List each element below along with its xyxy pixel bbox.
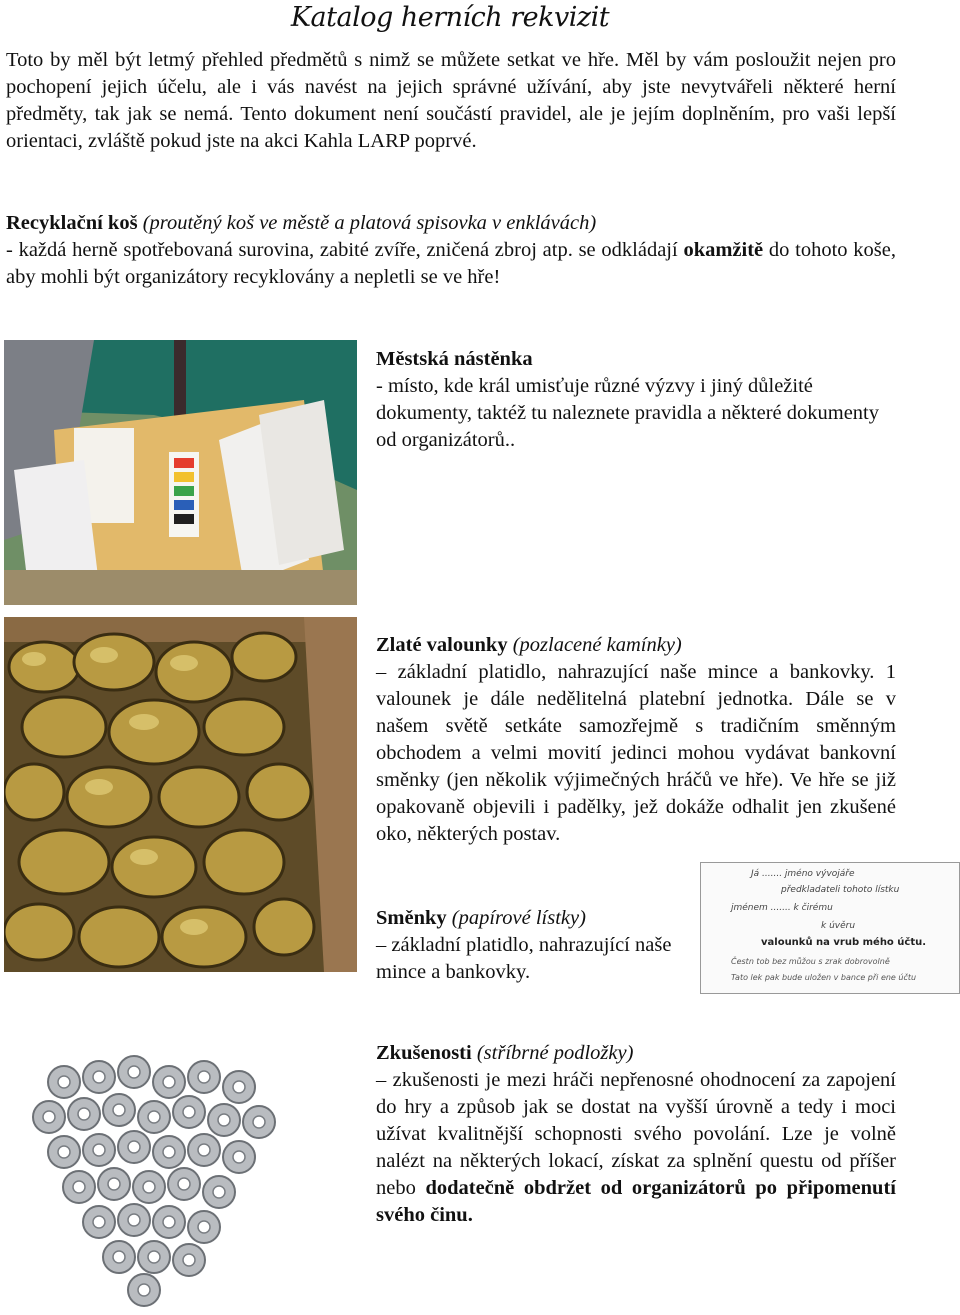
recycle-bin-text: - každá herně spotřebovaná surovina, zabité zvíře, zničená zbroj atp. se odkládají [6,239,684,261]
xp-heading: Zkušenosti [376,1042,472,1064]
banknote-line-4: k úvěru [821,921,856,931]
banknote-photo [700,862,960,994]
notes-text: – základní platidlo, nahrazující naše mince a bankovky. [376,934,672,983]
intro-paragraph: Toto by měl být letmý přehled předmětů s nimž se můžete setkat ve hře. Měl by vám posloužit nejen pro pochopení jejich účelu, ale i vás navést na jejich správné užívání, aby jste nevytvářeli některé herní předměty, tak jak se nemá. Tento dokument není součástí pravidel, ale je jejím doplněním, pro vaši lepší orientaci, zvláště pokud jste na akci Kahla LARP poprvé. [6,49,896,152]
notes-heading: Směnky [376,907,447,929]
gold-text: – základní platidlo, nahrazující naše mince a bankovky. 1 valounek je dále nedělitelná platební jednotka. Dále se v našem světě setkáte samozřejmě s tradičním směnným obchodem a velmi movití jedinci mohou vydávat bankovní směnky (jen několik výjimečných hráčů ve hře). Ve hře se již opakovaně objevili i padělky, jež dokáže odhalit jen zkušené oko, některých postav. [376,661,896,845]
banknote-line-5: valounků na vrub mého účtu. [761,937,927,948]
gold-heading: Zlaté valounky [376,634,508,656]
xp-note: (stříbrné podložky) [476,1042,634,1064]
banknote-line-1: Já ....... jméno vývojáře [751,869,855,879]
xp-emphasis: dodatečně obdržet od organizátorů po připomenutí svého činu. [376,1177,896,1226]
board-text: - místo, kde král umisťuje různé výzvy i jiný důležité dokumenty, taktéž tu naleznete pravidla a některé dokumenty od organizátorů.. [376,375,880,451]
xp-section [376,1040,896,1229]
notes-note: (papírové lístky) [451,907,586,929]
recycle-bin-text-end: do tohoto koše, aby mohli být organizátory recyklovány a nepletli se ve hře! [6,239,896,288]
gold-nuggets-photo [4,617,357,972]
page-title: Katalog herních rekvizit [290,2,610,33]
recycle-bin-heading: Recyklační koš [6,212,138,234]
recycle-bin-note: (proutěný koš ve městě a platová spisovka v enklávách) [142,212,597,234]
silver-washers-photo [4,1022,357,1315]
gold-section [376,632,896,848]
banknote-line-6: Čestn tob bez můžou s zrak dobrovolně [731,957,890,966]
banknote-line-2: předkladateli tohoto lístku [781,885,900,895]
board-section [376,346,896,454]
recycle-bin-section [6,210,896,291]
notes-section [376,905,686,986]
recycle-bin-emphasis: okamžitě [683,239,764,261]
gold-note: (pozlacené kamínky) [512,634,682,656]
banknote-line-7: Tato lek pak bude uložen v bance při ene účtu [731,973,917,982]
xp-text: – zkušenosti je mezi hráči nepřenosné ohodnocení za zapojení do hry a způsob jak se dostat na vyšší úrovně a tedy i moci užívat kvalitnější schopnosti svého povolání. Lze je volně nalézt na některých lokací, získat za splnění questu od příšer nebo [376,1069,896,1199]
board-photo [4,340,357,605]
banknote-line-3: jménem ....... k čirému [731,903,833,913]
board-heading: Městská nástěnka [376,348,533,370]
